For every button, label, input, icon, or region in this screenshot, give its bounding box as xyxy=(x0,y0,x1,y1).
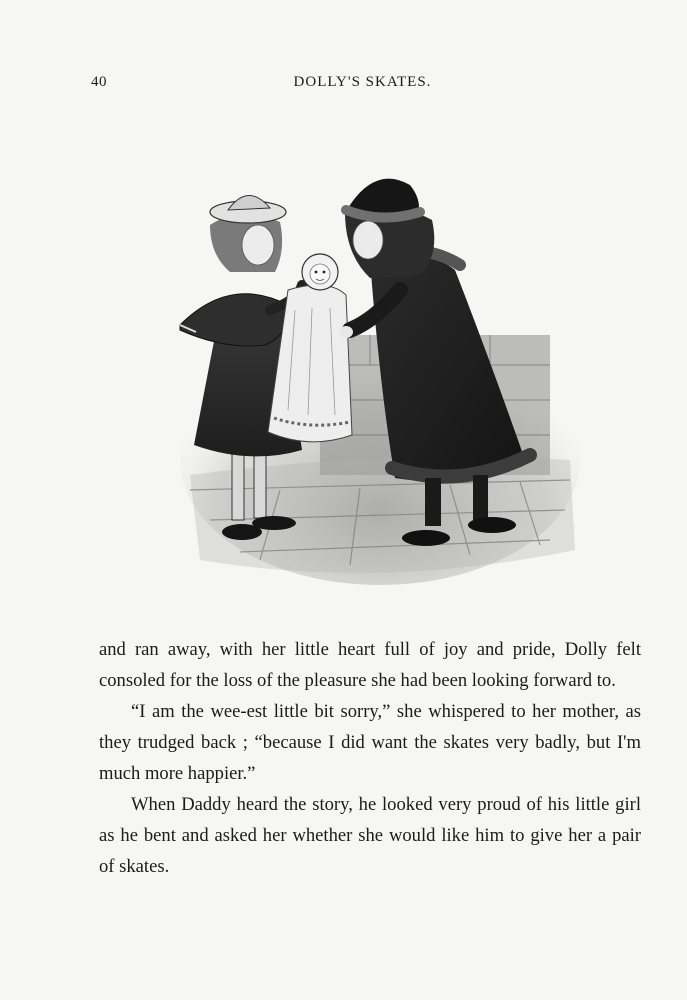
paragraph: When Daddy heard the story, he looked very proud of his little girl as he bent and asked her whether she would like him to give her a pair of skates. xyxy=(99,794,641,877)
paragraph: and ran away, with her little heart full of joy and pride, Dolly felt consoled for the loss of the pleasure she had been looking forward to. xyxy=(99,639,641,691)
body-text xyxy=(99,634,641,882)
running-title: DOLLY'S SKATES. xyxy=(293,74,432,90)
two-girls-with-doll-illustration xyxy=(170,160,590,600)
page-number: 40 xyxy=(91,74,107,90)
doll-figure xyxy=(268,254,352,442)
paragraph: “I am the wee-est little bit sorry,” she whispered to her mother, as they trudged back ; “because I did want the skates very badly, but I'm much more happier.” xyxy=(99,701,641,784)
